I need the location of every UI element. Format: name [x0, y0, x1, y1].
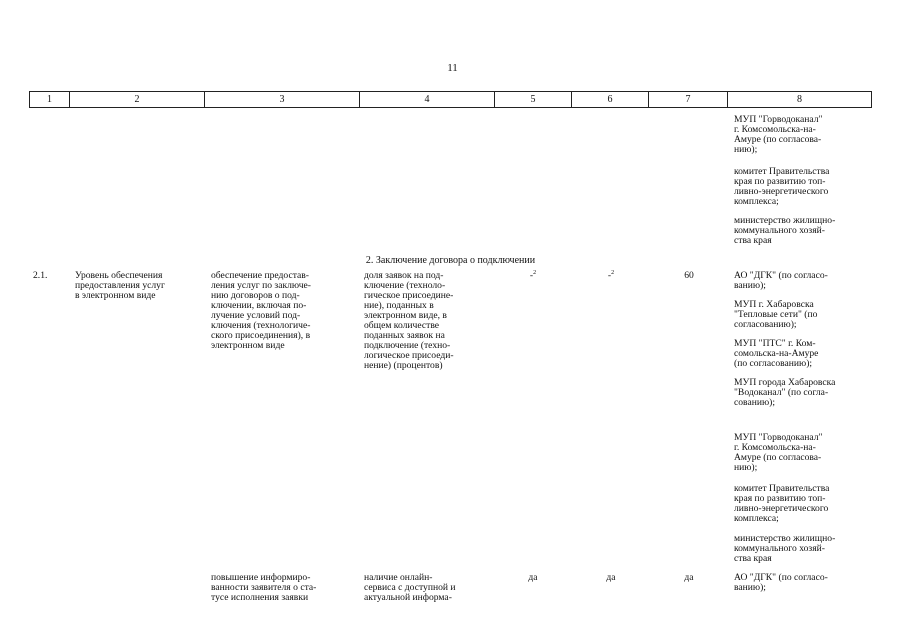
responsible-entry: МУП г. Хабаровска "Тепловые сети" (по согласованию); [734, 299, 818, 330]
column-number-row [29, 91, 872, 108]
column-number: 6 [572, 92, 649, 107]
responsible-entry: комитет Правительства края по развитию топ- ливно-энергетического комплекса; [734, 166, 830, 207]
column-number: 7 [649, 92, 728, 107]
responsible-entry: МУП города Хабаровска "Водоканал" (по согла- сованию); [734, 377, 836, 408]
responsible-entry: министерство жилищно- коммунального хозяй- ства края [734, 215, 836, 246]
row-number: 2.1. [33, 270, 48, 281]
responsible-entry: МУП "Горводоканал" г. Комсомольска-на- Амуре (по согласова- нию); [734, 114, 823, 155]
responsible-entry: министерство жилищно- коммунального хозяй- ства края [734, 533, 836, 564]
measure-text: повышение информиро- ванности заявителя о ста- тусе исполнения заявки [211, 572, 317, 603]
criterion-text: доля заявок на под- ключение (техноло- гическое присоедине- ние), поданных в электронном виде, в общем количестве поданных заявок на подключение (техно- логическое присоеди- нение) (процентов) [364, 270, 454, 371]
responsible-entry: МУП "ПТС" г. Ком- сомольска-на-Амуре (по согласованию); [734, 338, 819, 369]
column-number: 5 [495, 92, 572, 107]
responsible-entry: АО "ДГК" (по согласо- ванию); [734, 270, 828, 291]
footnote-ref: 2 [611, 270, 615, 276]
value-col7: да [684, 572, 694, 583]
value-col7: 60 [684, 270, 694, 281]
footnote-ref: 2 [533, 270, 537, 276]
column-number: 2 [70, 92, 205, 107]
value-col5: -$^2$ [529, 270, 537, 281]
indicator-name: Уровень обеспечения предоставления услуг в электронном виде [75, 270, 165, 301]
column-number: 3 [205, 92, 360, 107]
criterion-text: наличие онлайн- сервиса с доступной и актуальной информа- [364, 572, 456, 603]
responsible-entry: МУП "Горводоканал" г. Комсомольска-на- Амуре (по согласова- нию); [734, 432, 823, 473]
column-number: 8 [797, 94, 802, 105]
value-col5: да [528, 572, 538, 583]
column-number: 4 [360, 92, 495, 107]
value-col6: да [606, 572, 616, 583]
responsible-entry: комитет Правительства края по развитию топ- ливно-энергетического комплекса; [734, 483, 830, 524]
column-number: 1 [30, 92, 70, 107]
page-number: 11 [447, 62, 458, 74]
measure-text: обеспечение предостав- ления услуг по заключе- нию договоров о под- ключении, включая по- лучение условий под- ключения (технологиче- ского присоединения), в электронном виде [211, 270, 312, 351]
value-col6: -$^2$ [607, 270, 615, 281]
section-heading: 2. Заключение договора о подключении [365, 255, 536, 266]
responsible-entry: АО "ДГК" (по согласо- ванию); [734, 572, 828, 593]
